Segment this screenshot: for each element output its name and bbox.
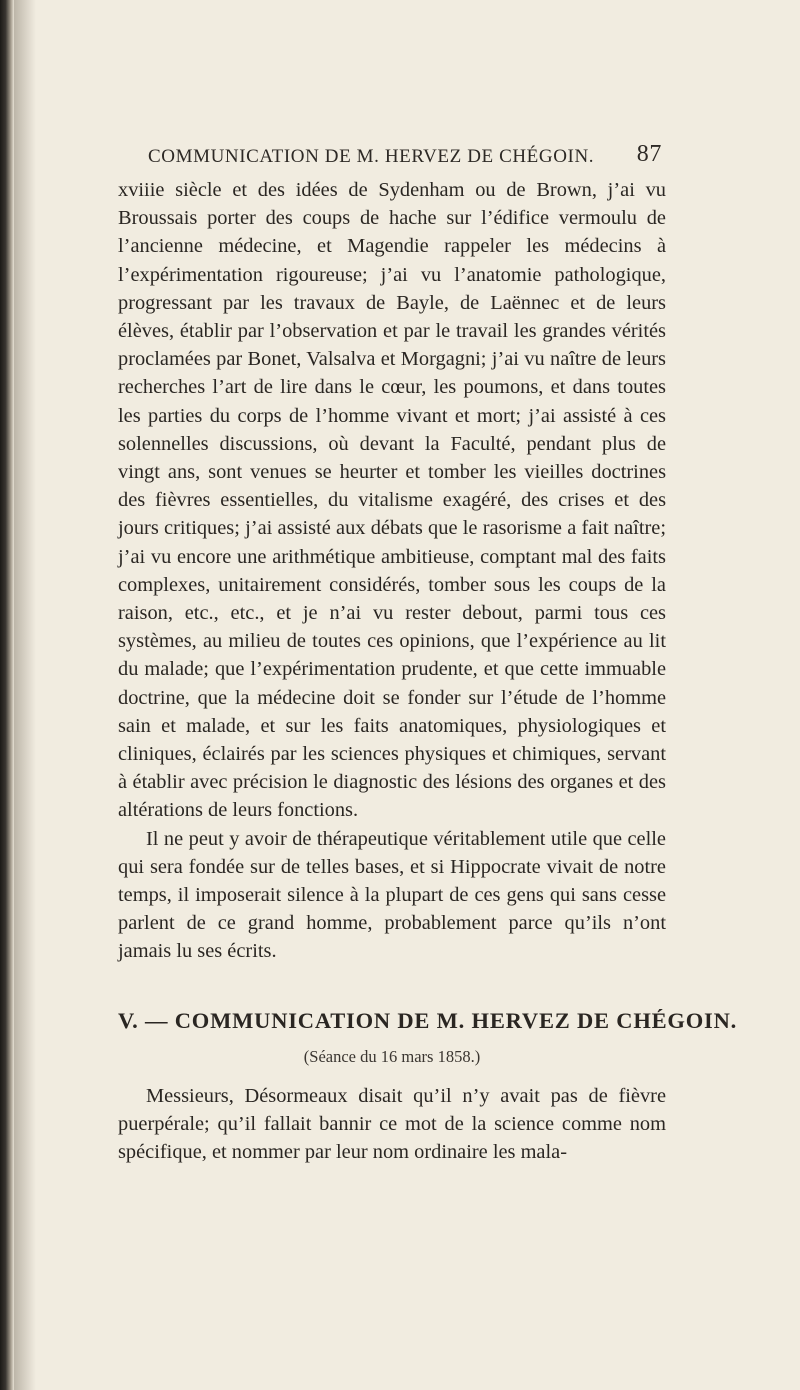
paragraph-continuation: xviiie siècle et des idées de Sydenham ou de Brown, j’ai vu Broussais porter des coups de hache sur l’édifice vermoulu de l’ancienne médecine, et Magendie rappeler les médecins à l’expérimentation rigoureuse; j’ai vu l’anatomie pathologique, progressant par les travaux de Bayle, de Laënnec et de leurs élèves, établir par l’observation et par le travail les grandes vérités proclamées par Bonet, Valsalva et Morgagni; j’ai vu naître de leurs recherches l’art de lire dans le cœur, les poumons, et dans toutes les parties du corps de l’homme vivant et mort; j’ai assisté à ces solennelles discussions, où devant la Faculté, pendant plus de vingt ans, sont venues se heurter et tomber les vieilles doctrines des fièvres essentielles, du vitalisme exagéré, des crises et des jours critiques; j’ai assisté aux débats que le rasorisme a fait naître; j’ai vu encore une arithmétique ambitieuse, comptant mal des faits complexes, unitairement considérés, tomber sous les coups de la raison, etc., etc., et je n’ai vu rester debout, parmi tous ces systèmes, au milieu de toutes ces opinions, que l’expérience au lit du malade; que l’expérimentation prudente, et que cette immuable doctrine, que la médecine doit se fonder sur l’étude de l’homme sain et malade, et sur les faits anatomiques, physiologiques et cliniques, éclairés par les sciences physiques et chimiques, servant à établir avec précision le diagnostic des lésions des organes et des altérations de leurs fonctions. bbox=[118, 179, 666, 822]
page-spine-shadow bbox=[14, 0, 36, 1390]
body-text bbox=[118, 176, 738, 1166]
paragraph-messieurs: Messieurs, Désormeaux disait qu’il n’y avait pas de fièvre puerpérale; qu’il fallait bannir ce mot de la science comme nom spécifique, et nommer par leur nom ordinaire les mala- bbox=[118, 1084, 666, 1164]
page-spine bbox=[0, 0, 14, 1390]
paragraph-therapeutique: Il ne peut y avoir de thérapeutique véritablement utile que celle qui sera fondée sur de telles bases, et si Hippocrate vivait de notre temps, il imposerait silence à la plupart de ces gens qui sans cesse parlent de ce grand homme, probablement parce qu’ils n’ont jamais lu ses écrits. bbox=[118, 827, 666, 963]
page-number: 87 bbox=[636, 141, 662, 167]
running-head bbox=[148, 141, 662, 172]
session-date: (Séance du 16 mars 1858.) bbox=[303, 1046, 481, 1066]
running-head-title: COMMUNICATION DE M. HERVEZ DE CHÉGOIN. bbox=[148, 146, 595, 167]
section-heading: V. — COMMUNICATION DE M. HERVEZ DE CHÉGOIN. bbox=[118, 1007, 738, 1033]
